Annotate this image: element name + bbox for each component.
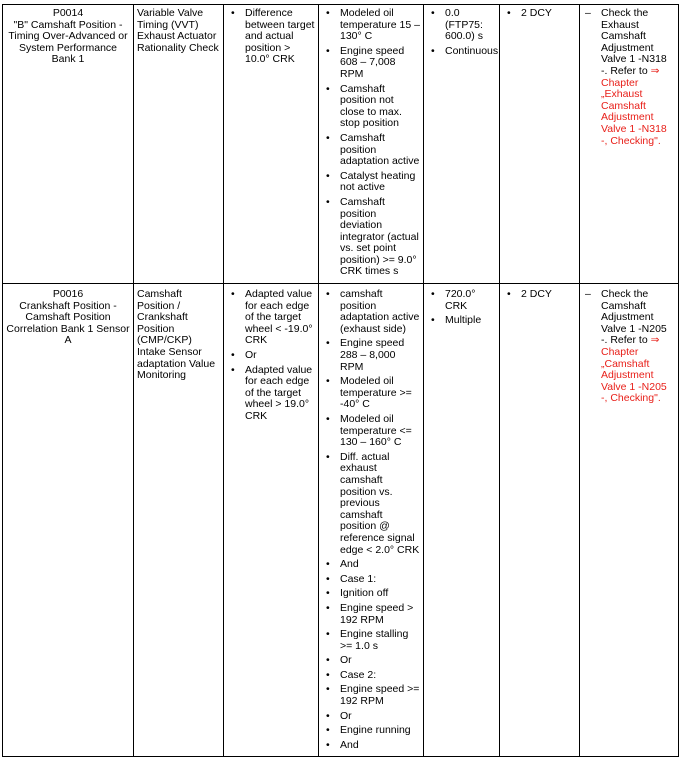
repair-cell: [580, 284, 679, 757]
dtc-cell: [3, 5, 134, 284]
repair-text: Check the Exhaust Camshaft Adjustment Valve 1 -N318 -. Refer to: [601, 7, 667, 77]
list-item: • Continuous: [427, 46, 496, 58]
monitor-strategy: Camshaft Position / Crankshaft Position (CMP/CKP) Intake Sensor adaptation Value Monitoring: [137, 288, 216, 382]
dtc-description: Crankshaft Position - Camshaft Position Correlation Bank 1 Sensor A: [6, 299, 130, 347]
repair-link[interactable]: ⇒ Chapter „Exhaust Camshaft Adjustment Valve 1 -N318 -, Checking".: [601, 64, 667, 147]
list-item: • Case 1:: [322, 574, 420, 586]
list-item: • Or: [322, 711, 420, 723]
list-item: • Diff. actual exhaust camshaft position vs. previous camshaft position @ reference signal edge < 2.0° CRK: [322, 452, 420, 556]
list-item: • Adapted value for each edge of the target wheel < -19.0° CRK: [227, 289, 315, 347]
list-item: • Engine speed 288 – 8,000 RPM: [322, 338, 420, 373]
list-item: • Multiple: [427, 315, 496, 327]
enable-conditions-cell: [319, 284, 424, 757]
mil-cell: [500, 284, 580, 757]
malfunction-cell: [224, 284, 319, 757]
list-item: • Or: [227, 350, 315, 362]
list-item: • Or: [322, 655, 420, 667]
list-item: • Case 2:: [322, 670, 420, 682]
list-item: • Modeled oil temperature 15 – 130° C: [322, 8, 420, 43]
mil-cell: [500, 5, 580, 284]
dtc-description: "B" Camshaft Position - Timing Over-Advanced or System Performance Bank 1: [8, 18, 128, 66]
list-item: • 0.0 (FTP75: 600.0) s: [427, 8, 496, 43]
monitor-cell: [134, 284, 224, 757]
repair-step: [583, 289, 675, 405]
list-item: • And: [322, 559, 420, 571]
list-item: • Ignition off: [322, 588, 420, 600]
malfunction-cell: [224, 5, 319, 284]
dtc-cell: [3, 284, 134, 757]
list-item: • Difference between target and actual position > 10.0° CRK: [227, 8, 315, 66]
list-item: • And: [322, 740, 420, 752]
list-item: • Modeled oil temperature <= 130 – 160° C: [322, 414, 420, 449]
repair-step: [583, 8, 675, 147]
table-row: [3, 284, 679, 757]
list-item: • Catalyst heating not active: [322, 171, 420, 194]
enable-conditions-cell: [319, 5, 424, 284]
list-item: • 2 DCY: [503, 8, 576, 20]
list-item: • Camshaft position adaptation active: [322, 133, 420, 168]
time-cell: [424, 5, 500, 284]
list-item: • 2 DCY: [503, 289, 576, 301]
list-item: • Camshaft position deviation integrator (actual vs. set point position) >= 9.0° CRK times s: [322, 197, 420, 278]
list-item: • Engine speed 608 – 7,008 RPM: [322, 46, 420, 81]
repair-text: Check the Camshaft Adjustment Valve 1 -N205 -. Refer to: [601, 288, 667, 347]
repair-link[interactable]: ⇒ Chapter „Camshaft Adjustment Valve 1 -N205 -, Checking".: [601, 334, 667, 405]
list-item: • Camshaft position not close to max. stop position: [322, 84, 420, 130]
repair-cell: [580, 5, 679, 284]
list-item: • Modeled oil temperature >= -40° C: [322, 376, 420, 411]
dtc-code: P0014: [52, 7, 84, 19]
dtc-table: [2, 4, 679, 757]
monitor-cell: [134, 5, 224, 284]
list-item: • 720.0° CRK: [427, 289, 496, 312]
list-item: • Engine speed > 192 RPM: [322, 603, 420, 626]
dtc-code: P0016: [52, 288, 84, 301]
table-row: [3, 5, 679, 284]
monitor-strategy: Variable Valve Timing (VVT) Exhaust Actuator Rationality Check: [137, 7, 219, 54]
time-cell: [424, 284, 500, 757]
list-item: • Engine speed >= 192 RPM: [322, 684, 420, 707]
list-item: • Adapted value for each edge of the target wheel > 19.0° CRK: [227, 365, 315, 423]
list-item: • Engine running: [322, 725, 420, 737]
list-item: • Engine stalling >= 1.0 s: [322, 629, 420, 652]
list-item: • camshaft position adaptation active (exhaust side): [322, 289, 420, 335]
